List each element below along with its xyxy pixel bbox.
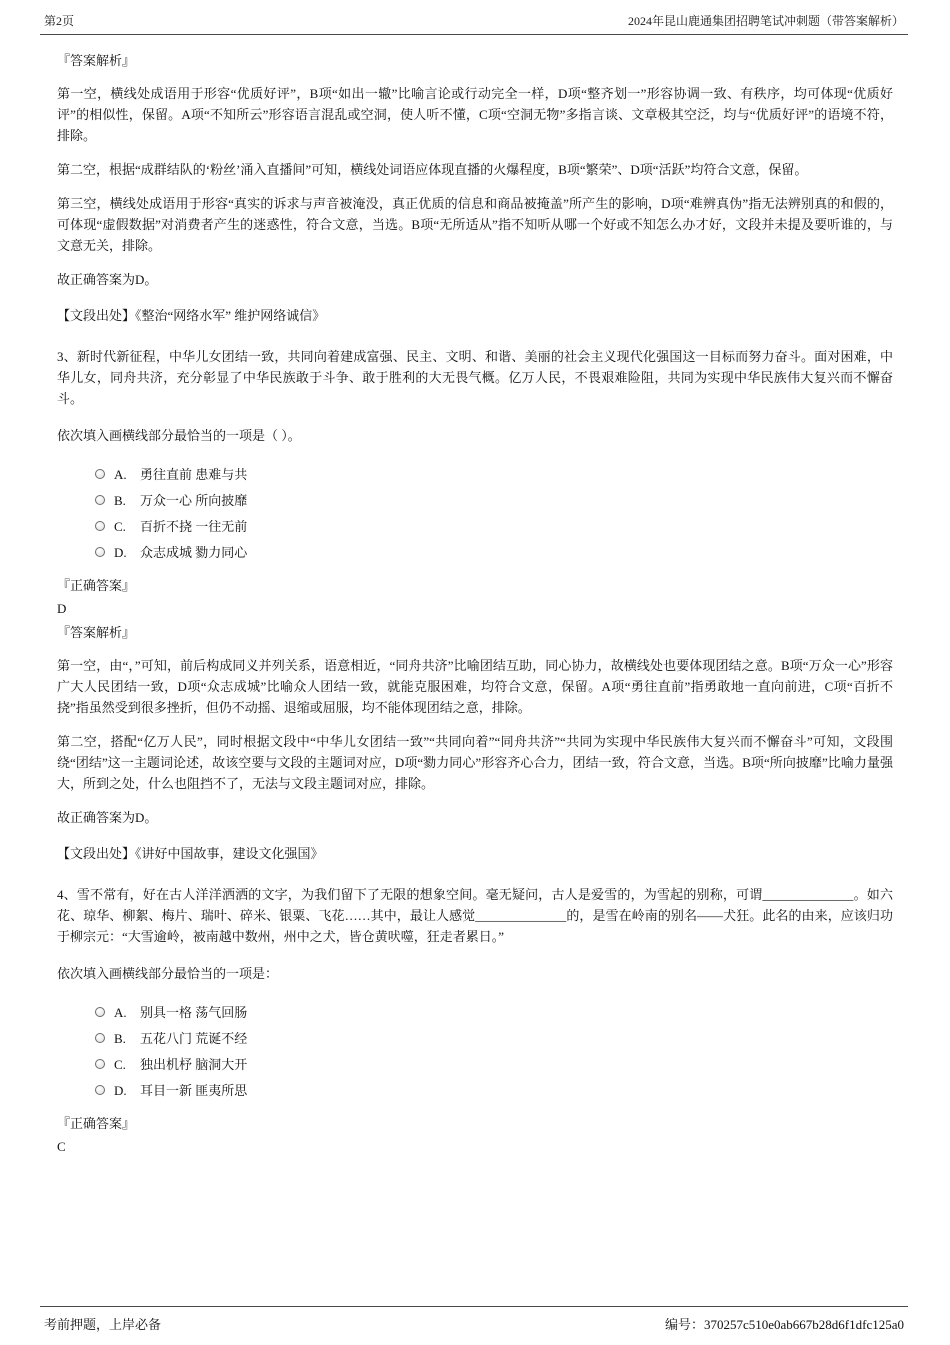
- radio-button-icon[interactable]: [95, 469, 105, 479]
- footer-slogan: 考前押题，上岸必备: [44, 1317, 162, 1332]
- option-row-c[interactable]: [95, 513, 893, 539]
- prompt-text: 依次填入画横线部分最恰当的一项是（ ）。: [57, 428, 301, 443]
- options-group: [95, 461, 893, 565]
- stem-text: 4、雪不常有，好在古人洋洋洒洒的文字，为我们留下了无限的想象空间。毫无疑问，古人是爱雪的，为雪起的别称，可谓______________。如六花、琼华、柳絮、梅片、瑞叶、碎米、银粟、飞花……其中，最让人感觉______________的，是雪在岭南的别名——犬狂。此名的由来，应该归功于柳宗元：“大雪逾岭，被南越中数州，州中之犬，皆仓黄吠噬，狂走者累日。”: [57, 887, 893, 944]
- option-row-d[interactable]: [95, 539, 893, 565]
- option-letter: A.: [114, 466, 127, 482]
- option-letter: B.: [114, 492, 126, 508]
- option-row-d[interactable]: [95, 1077, 893, 1103]
- option-text: 百折不挠 一往无前: [140, 518, 248, 534]
- option-text: 别具一格 荡气回肠: [140, 1004, 248, 1020]
- option-letter: A.: [114, 1004, 127, 1020]
- conclusion-text: 故正确答案为D。: [57, 810, 158, 825]
- analysis-heading: 『答案解析』: [57, 625, 136, 640]
- page-footer: [40, 1306, 908, 1333]
- option-text: 耳目一新 匪夷所思: [140, 1082, 248, 1098]
- source-text: 【文段出处】《整治“网络水军” 维护网络诚信》: [57, 308, 326, 323]
- correct-answer-heading: 『正确答案』: [57, 1116, 136, 1131]
- option-text: 万众一心 所向披靡: [140, 492, 248, 508]
- option-text: 众志成城 勠力同心: [140, 544, 248, 560]
- option-text: 五花八门 荒诞不经: [140, 1030, 248, 1046]
- conclusion-text: 故正确答案为D。: [57, 272, 158, 287]
- option-letter: D.: [114, 544, 127, 560]
- para-text: 第三空，横线处成语用于形容“真实的诉求与声音被淹没，真正优质的信息和商品被掩盖”所产生的影响，D项“难辨真伪”指无法辨别真的和假的，可体现“虚假数据”对消费者产生的迷惑性，符合文意，当选。B项“无所适从”指不知听从哪一个好或不知怎么办才好，文段并未提及要听谁的，与文意无关，排除。: [57, 196, 893, 253]
- option-text: 勇往直前 患难与共: [140, 466, 248, 482]
- option-row-b[interactable]: [95, 1025, 893, 1051]
- radio-button-icon[interactable]: [95, 1085, 105, 1095]
- radio-button-icon[interactable]: [95, 1059, 105, 1069]
- answer-text: D: [57, 601, 67, 616]
- option-letter: B.: [114, 1030, 126, 1046]
- prompt-text: 依次填入画横线部分最恰当的一项是：: [57, 966, 279, 981]
- header-page-number: 第2页: [44, 14, 75, 28]
- option-row-a[interactable]: [95, 999, 893, 1025]
- options-group: [95, 999, 893, 1103]
- radio-button-icon[interactable]: [95, 1033, 105, 1043]
- correct-answer-heading: 『正确答案』: [57, 578, 136, 593]
- option-row-c[interactable]: [95, 1051, 893, 1077]
- option-row-a[interactable]: [95, 461, 893, 487]
- option-text: 独出机杼 脑洞大开: [140, 1056, 248, 1072]
- option-letter: C.: [114, 518, 126, 534]
- answer-text: C: [57, 1139, 66, 1154]
- radio-button-icon[interactable]: [95, 547, 105, 557]
- analysis-heading: 『答案解析』: [57, 53, 136, 68]
- header-doc-title: 2024年昆山鹿通集团招聘笔试冲刺题（带答案解析）: [627, 14, 904, 28]
- footer-serial-number: 编号：370257c510e0ab667b28d6f1dfc125a0: [664, 1317, 904, 1332]
- radio-button-icon[interactable]: [95, 495, 105, 505]
- option-letter: D.: [114, 1082, 127, 1098]
- para-text: 第一空，由“，”可知，前后构成同义并列关系，语意相近，“同舟共济”比喻团结互助，同心协力，故横线处也要体现团结之意。B项“万众一心”形容广大人民团结一致，D项“众志成城”比喻众人团结一致，就能克服困难，均符合文意，保留。A项“勇往直前”指勇敢地一直向前进，C项“百折不挠”指虽然受到很多挫折，但仍不动摇、退缩或屈服，均不能体现团结之意，排除。: [57, 658, 893, 715]
- para-text: 第二空，根据“成群结队的‘粉丝’涌入直播间”可知，横线处词语应体现直播的火爆程度，B项“繁荣”、D项“活跃”均符合文意，保留。: [57, 162, 808, 177]
- page-header: [40, 12, 908, 35]
- radio-button-icon[interactable]: [95, 521, 105, 531]
- para-text: 第一空，横线处成语用于形容“优质好评”，B项“如出一辙”比喻言论或行动完全一样，D项“整齐划一”形容协调一致、有秩序，均可体现“优质好评”的相似性，保留。A项“不知所云”形容语言混乱或空洞，使人听不懂，C项“空洞无物”多指言谈、文章极其空泛，均与“优质好评”的语境不符，排除。: [57, 86, 893, 143]
- source-text: 【文段出处】《讲好中国故事，建设文化强国》: [57, 846, 324, 861]
- para-text: 第二空，搭配“亿万人民”，同时根据文段中“中华儿女团结一致”“共同向着”“同舟共济”“共同为实现中华民族伟大复兴而不懈奋斗”可知，文段围绕“团结”这一主题词论述，故该空要与文段的主题词对应，D项“勠力同心”形容齐心合力，团结一致，符合文意，当选。B项“所向披靡”比喻力量强大，所到之处，什么也阻挡不了，无法与文段主题词对应，排除。: [57, 734, 893, 791]
- option-row-b[interactable]: [95, 487, 893, 513]
- document-body: [57, 50, 893, 1160]
- stem-text: 3、新时代新征程，中华儿女团结一致，共同向着建成富强、民主、文明、和谐、美丽的社会主义现代化强国这一目标而努力奋斗。面对困难，中华儿女，同舟共济，充分彰显了中华民族敢于斗争、敢于胜利的大无畏气概。亿万人民，不畏艰难险阻，共同为实现中华民族伟大复兴而不懈奋斗。: [57, 349, 893, 406]
- radio-button-icon[interactable]: [95, 1007, 105, 1017]
- option-letter: C.: [114, 1056, 126, 1072]
